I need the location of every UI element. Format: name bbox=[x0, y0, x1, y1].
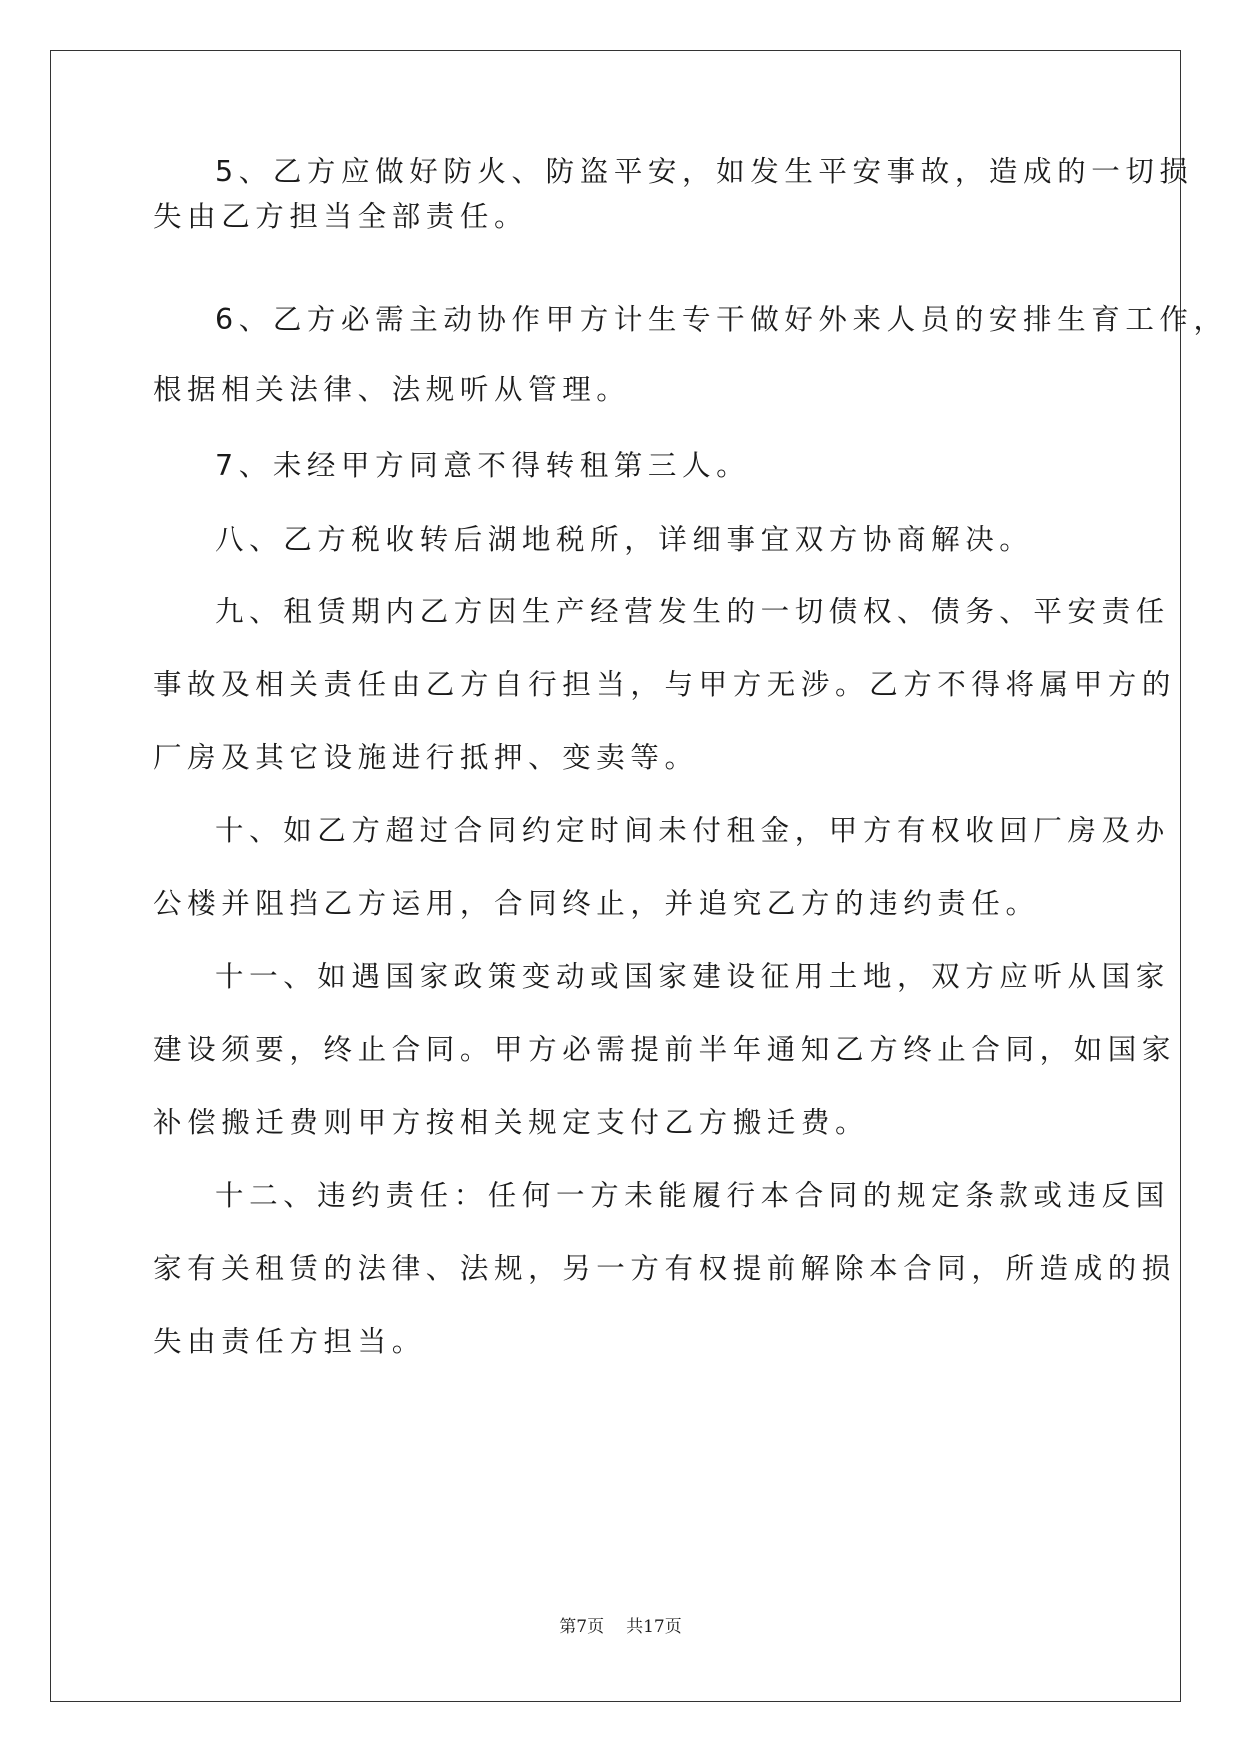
paragraph-line: 失由乙方担当全部责任。 bbox=[153, 200, 529, 233]
paragraph-line: 6、乙方必需主动协作甲方计生专干做好外来人员的安排生育工作， bbox=[215, 303, 1228, 336]
paragraph-line: 建设须要，终止合同。甲方必需提前半年通知乙方终止合同，如国家 bbox=[153, 1033, 1177, 1066]
page-border bbox=[50, 50, 1181, 1702]
paragraph-line: 补偿搬迁费则甲方按相关规定支付乙方搬迁费。 bbox=[153, 1106, 870, 1139]
paragraph-line: 公楼并阻挡乙方运用，合同终止，并追究乙方的违约责任。 bbox=[153, 887, 1040, 920]
paragraph-line: 5、乙方应做好防火、防盗平安，如发生平安事故，造成的一切损 bbox=[215, 155, 1194, 188]
paragraph-line: 事故及相关责任由乙方自行担当，与甲方无涉。乙方不得将属甲方的 bbox=[153, 668, 1177, 701]
paragraph-line: 家有关租赁的法律、法规，另一方有权提前解除本合同，所造成的损 bbox=[153, 1252, 1177, 1285]
paragraph-line: 八、乙方税收转后湖地税所，详细事宜双方协商解决。 bbox=[215, 523, 1034, 556]
page-number: 第7页 bbox=[559, 1617, 605, 1637]
paragraph-line: 根据相关法律、法规听从管理。 bbox=[153, 373, 631, 406]
total-pages: 共17页 bbox=[626, 1617, 682, 1637]
paragraph-line: 九、租赁期内乙方因生产经营发生的一切债权、债务、平安责任 bbox=[215, 595, 1170, 628]
paragraph-line: 十二、违约责任：任何一方未能履行本合同的规定条款或违反国 bbox=[215, 1179, 1170, 1212]
paragraph-line: 7、未经甲方同意不得转租第三人。 bbox=[215, 449, 751, 482]
paragraph-line: 十一、如遇国家政策变动或国家建设征用土地，双方应听从国家 bbox=[215, 960, 1170, 993]
paragraph-line: 十、如乙方超过合同约定时间未付租金，甲方有权收回厂房及办 bbox=[215, 814, 1170, 847]
page-footer bbox=[0, 1616, 1241, 1638]
paragraph-line: 厂房及其它设施进行抵押、变卖等。 bbox=[153, 741, 699, 774]
paragraph-line: 失由责任方担当。 bbox=[153, 1325, 426, 1358]
